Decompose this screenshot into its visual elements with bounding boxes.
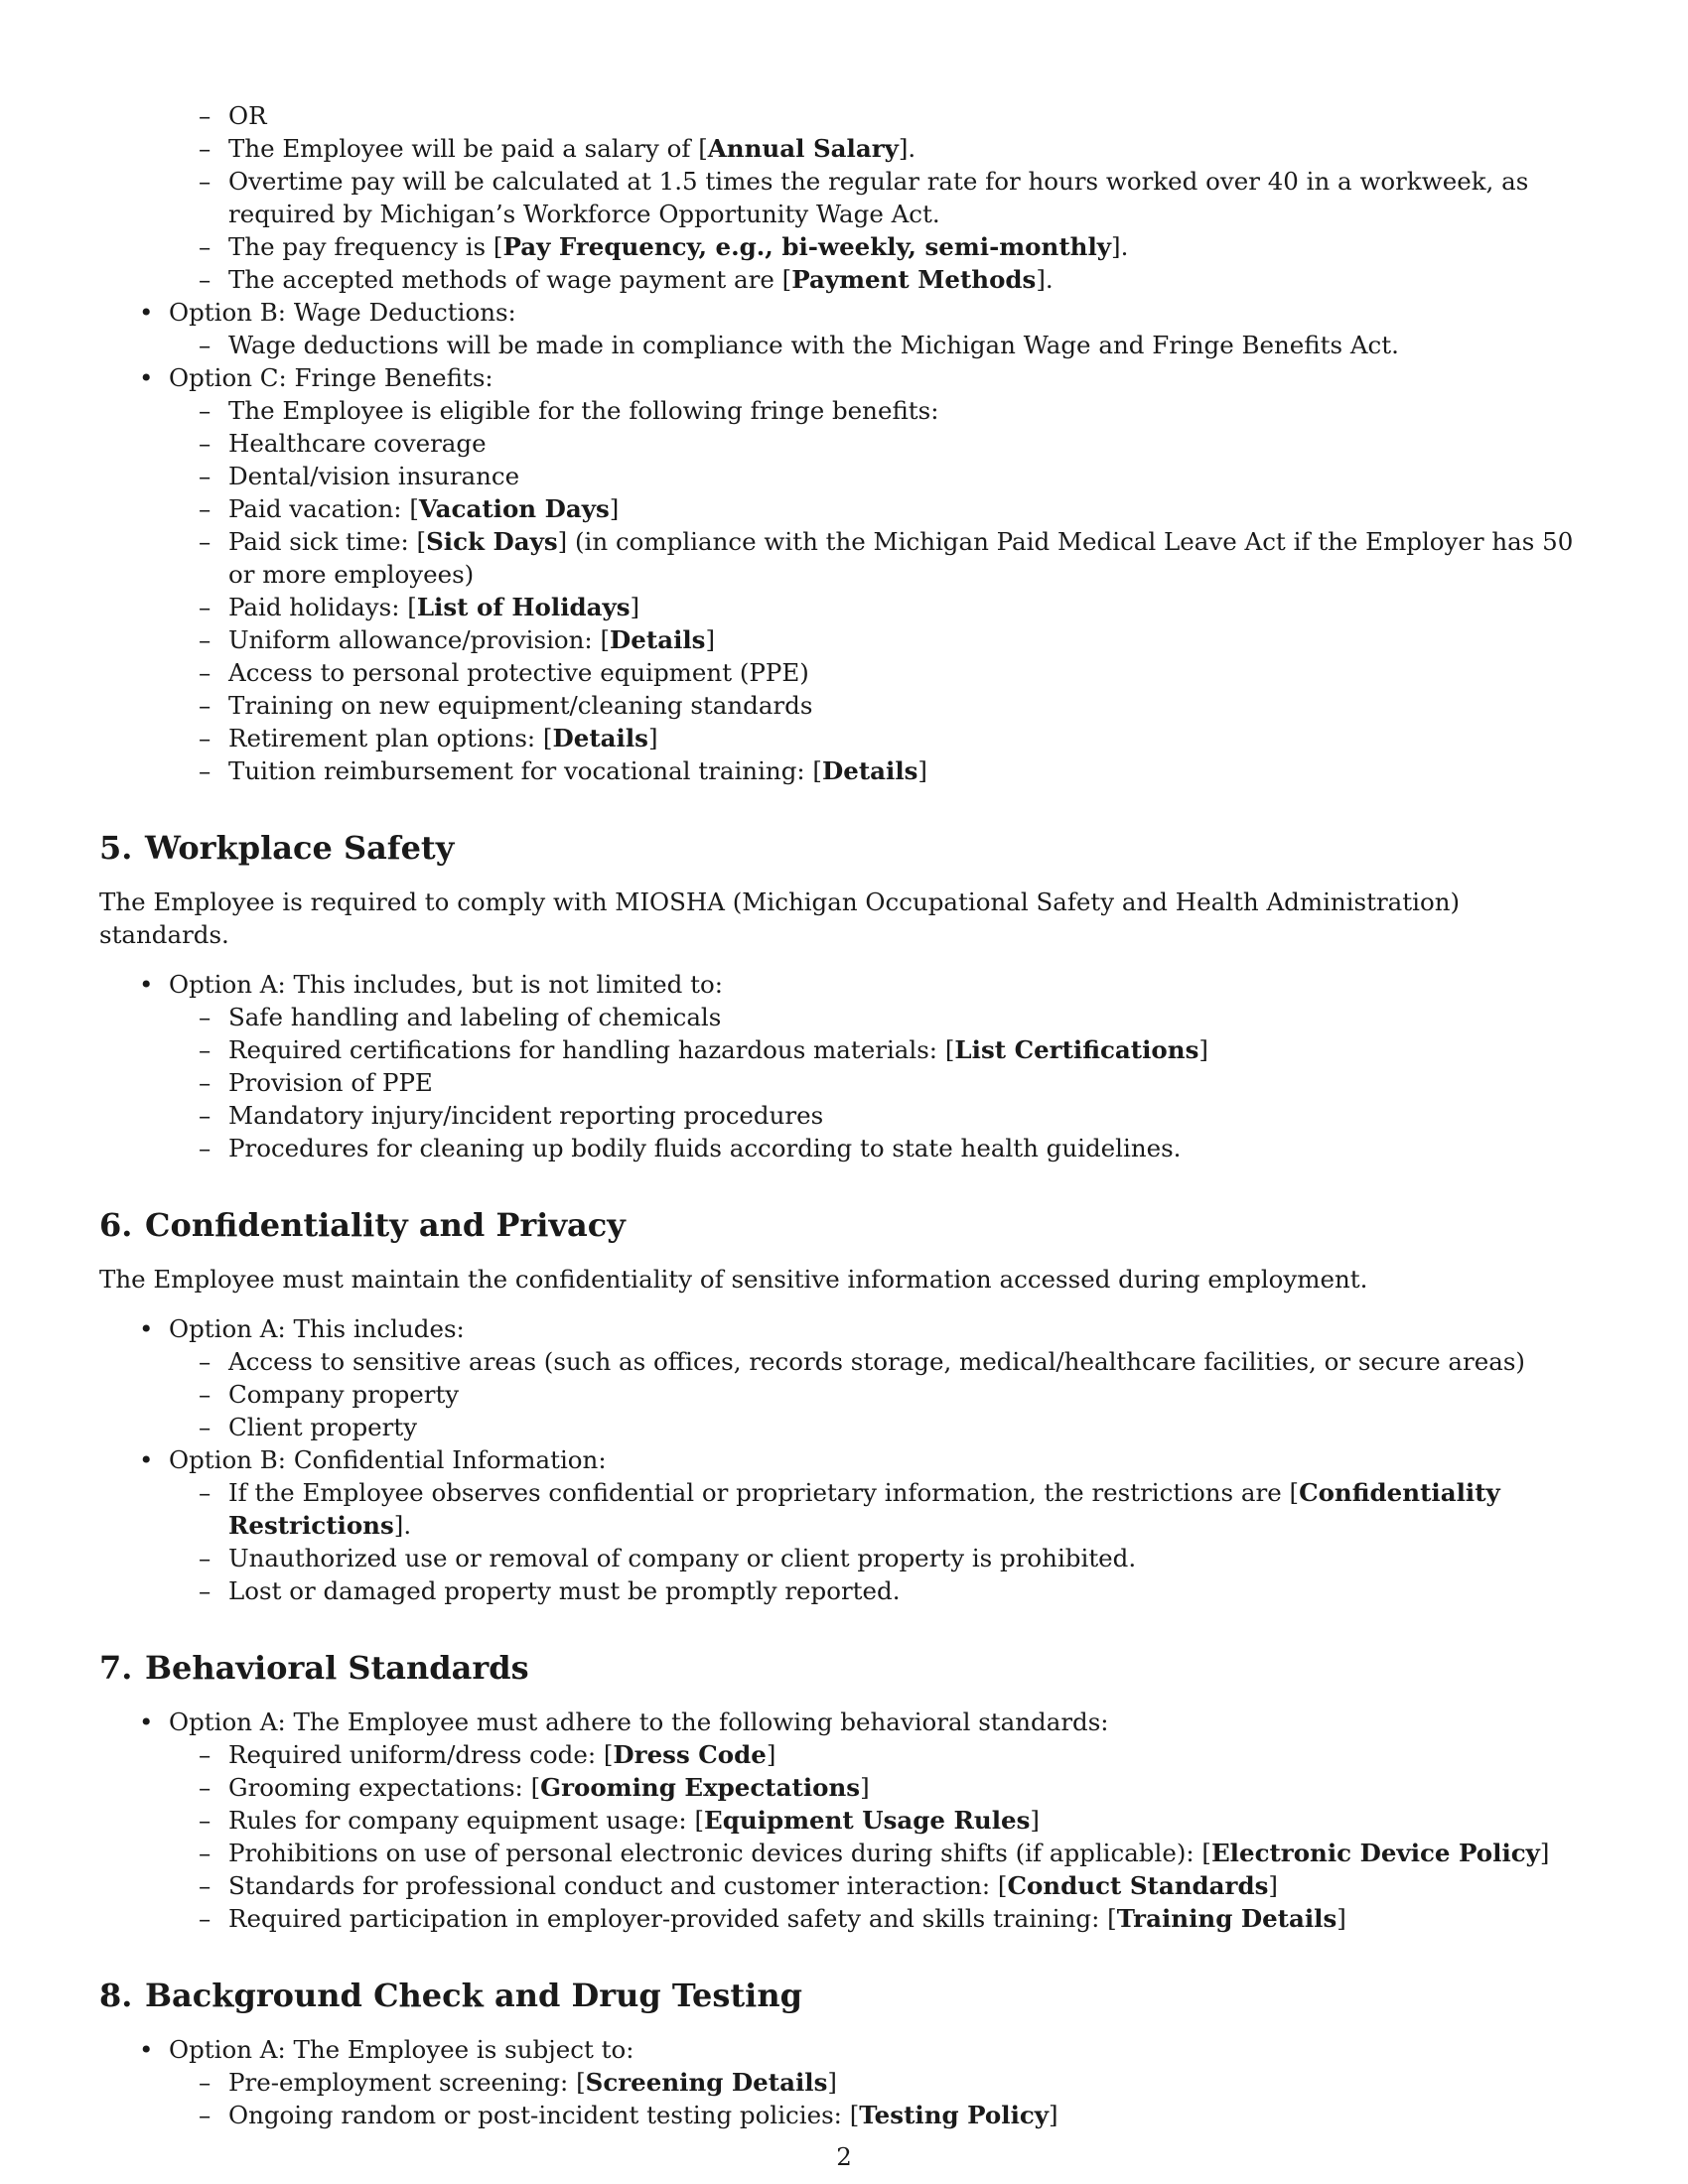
list-item: – Access to personal protective equipment (PPE) — [169, 656, 1589, 689]
list-item: – Paid sick time: [Sick Days] (in compliance with the Michigan Paid Medical Leave Act if the Employer has 50 or more employees) — [169, 525, 1589, 591]
list-item: – Paid holidays: [List of Holidays] — [169, 591, 1589, 623]
list-item: – Client property — [169, 1411, 1589, 1443]
section-heading-background-check: 8. Background Check and Drug Testing — [99, 1977, 802, 2014]
list-item: – Standards for professional conduct and customer interaction: [Conduct Standards] — [169, 1869, 1589, 1902]
list-item: – Mandatory injury/incident reporting procedures — [169, 1099, 1589, 1132]
placeholder-dress-code: Dress Code — [613, 1740, 767, 1769]
list-item: – Required uniform/dress code: [Dress Code] — [169, 1738, 1589, 1771]
placeholder-screening-details: Screening Details — [585, 2068, 828, 2097]
section6-list — [99, 1312, 1589, 1607]
list-item: – Safe handling and labeling of chemicals — [169, 1001, 1589, 1033]
list-item: – Company property — [169, 1378, 1589, 1411]
option-a: • Option A: The Employee is subject to: – Pre-employment screening: [Screening Details] – Ongoing random or post-incident testing policies: [Testing Policy] — [99, 2033, 1589, 2131]
list-item: – The accepted methods of wage payment are [Payment Methods]. — [99, 263, 1589, 296]
option-a: • Option A: This includes, but is not limited to: – Safe handling and labeling of chemicals – Required certifications for handling hazardous materials: [List Certifications] – Provision of PPE – Mandatory injury/incident reporting procedures – Procedures for cleaning up bodily fluids according to state health guidelines. — [99, 968, 1589, 1164]
list-item: – Rules for company equipment usage: [Equipment Usage Rules] — [169, 1804, 1589, 1837]
placeholder-pay-frequency: Pay Frequency, e.g., bi-weekly, semi-monthly — [502, 232, 1112, 261]
option-b: • Option B: Confidential Information: – If the Employee observes confidential or proprietary information, the restrictions are [Confidentiality Restrictions]. – Unauthorized use or removal of company or client property is prohibited. – Lost or damaged property must be promptly reported. — [99, 1443, 1589, 1607]
list-item: – Procedures for cleaning up bodily fluids according to state health guidelines. — [169, 1132, 1589, 1164]
list-item: – Unauthorized use or removal of company or client property is prohibited. — [169, 1542, 1589, 1574]
page-number: 2 — [836, 2142, 852, 2171]
placeholder-grooming-expectations: Grooming Expectations — [540, 1773, 861, 1802]
option-fringe-benefits: • Option C: Fringe Benefits: – The Employee is eligible for the following fringe benefits: – Healthcare coverage – Dental/vision insurance – Paid vacation: [Vacation Days] – Paid sick time: [Sick Days] (in compliance with the Michigan Paid Medical Leave Act if the Employer has 50 or more employees) – Paid holidays: [List of Holidays] – Uniform allowance/provision: [Details] – Access to personal protective equipment (PPE) – Training on new equipment/cleaning standards – Retirement plan options: [Details] – Tuition reimbursement for vocational training: [Details] — [99, 361, 1589, 787]
placeholder-details: Details — [610, 625, 706, 654]
list-item: – Wage deductions will be made in compliance with the Michigan Wage and Fringe Benefits Act. — [169, 329, 1589, 361]
placeholder-vacation-days: Vacation Days — [418, 494, 610, 523]
placeholder-details: Details — [552, 724, 648, 752]
list-item: – Overtime pay will be calculated at 1.5 times the regular rate for hours worked over 40 in a workweek, as required by Michigan’s Workforce Opportunity Wage Act. — [99, 165, 1589, 230]
section-heading-behavioral-standards: 7. Behavioral Standards — [99, 1649, 529, 1687]
section5-list — [99, 968, 1589, 1164]
list-item: – OR — [99, 99, 1589, 132]
list-item: – Ongoing random or post-incident testing policies: [Testing Policy] — [169, 2099, 1589, 2131]
placeholder-list-of-holidays: List of Holidays — [416, 593, 631, 621]
list-item: – The Employee is eligible for the following fringe benefits: — [169, 394, 1589, 427]
page-content — [99, 99, 1589, 2131]
list-item: – If the Employee observes confidential or proprietary information, the restrictions are [Confidentiality Restrictions]. — [169, 1476, 1589, 1542]
option-a: • Option A: The Employee must adhere to the following behavioral standards: – Required uniform/dress code: [Dress Code] – Grooming expectations: [Grooming Expectations] – Rules for company equipment usage: [Equipment Usage Rules] – Prohibitions on use of personal electronic devices during shifts (if applicable): [Electronic Device Policy] – Standards for professional conduct and customer interaction: [Conduct Standards] – Required participation in employer-provided safety and skills training: [Training Details] — [99, 1706, 1589, 1935]
pay-list — [99, 99, 1589, 787]
placeholder-confidentiality-restrictions: Confidentiality Restrictions — [228, 1478, 1500, 1540]
placeholder-training-details: Training Details — [1116, 1904, 1337, 1933]
list-item: – Provision of PPE — [169, 1066, 1589, 1099]
section8-list — [99, 2033, 1589, 2131]
section7-list — [99, 1706, 1589, 1935]
placeholder-list-certifications: List Certifications — [954, 1035, 1199, 1064]
list-item: – Access to sensitive areas (such as offices, records storage, medical/healthcare facilities, or secure areas) — [169, 1345, 1589, 1378]
list-item: – Retirement plan options: [Details] — [169, 722, 1589, 754]
list-item: – Training on new equipment/cleaning standards — [169, 689, 1589, 722]
list-item: – Tuition reimbursement for vocational training: [Details] — [169, 754, 1589, 787]
list-item: – Dental/vision insurance — [169, 460, 1589, 492]
placeholder-equipment-usage-rules: Equipment Usage Rules — [704, 1806, 1031, 1835]
placeholder-sick-days: Sick Days — [426, 527, 558, 556]
list-item: – Lost or damaged property must be promptly reported. — [169, 1574, 1589, 1607]
placeholder-annual-salary: Annual Salary — [707, 134, 899, 163]
option-wage-deductions: • Option B: Wage Deductions: – Wage deductions will be made in compliance with the Michigan Wage and Fringe Benefits Act. — [99, 296, 1589, 361]
placeholder-payment-methods: Payment Methods — [791, 265, 1037, 294]
section-intro: The Employee is required to comply with MIOSHA (Michigan Occupational Safety and Health Administration) standards. — [99, 887, 1461, 949]
list-item: – Uniform allowance/provision: [Details] — [169, 623, 1589, 656]
placeholder-testing-policy: Testing Policy — [859, 2101, 1050, 2129]
list-item: – The Employee will be paid a salary of [Annual Salary]. — [99, 132, 1589, 165]
list-item: – Required certifications for handling hazardous materials: [List Certifications] — [169, 1033, 1589, 1066]
list-item: – Grooming expectations: [Grooming Expectations] — [169, 1771, 1589, 1804]
placeholder-details: Details — [821, 756, 918, 785]
list-item: – Required participation in employer-provided safety and skills training: [Training Details] — [169, 1902, 1589, 1935]
list-item: – Paid vacation: [Vacation Days] — [169, 492, 1589, 525]
placeholder-electronic-device-policy: Electronic Device Policy — [1211, 1839, 1540, 1867]
section-heading-workplace-safety: 5. Workplace Safety — [99, 829, 455, 867]
list-item: – Pre-employment screening: [Screening Details] — [169, 2066, 1589, 2099]
list-item: – Healthcare coverage — [169, 427, 1589, 460]
section-heading-confidentiality: 6. Confidentiality and Privacy — [99, 1206, 626, 1244]
section-intro: The Employee must maintain the confidentiality of sensitive information accessed during employment. — [99, 1265, 1368, 1294]
list-item: – Prohibitions on use of personal electronic devices during shifts (if applicable): [Electronic Device Policy] — [169, 1837, 1589, 1869]
list-item: – The pay frequency is [Pay Frequency, e.g., bi-weekly, semi-monthly]. — [99, 230, 1589, 263]
placeholder-conduct-standards: Conduct Standards — [1007, 1871, 1269, 1900]
option-a: • Option A: This includes: – Access to sensitive areas (such as offices, records storage, medical/healthcare facilities, or secure areas) – Company property – Client property — [99, 1312, 1589, 1443]
